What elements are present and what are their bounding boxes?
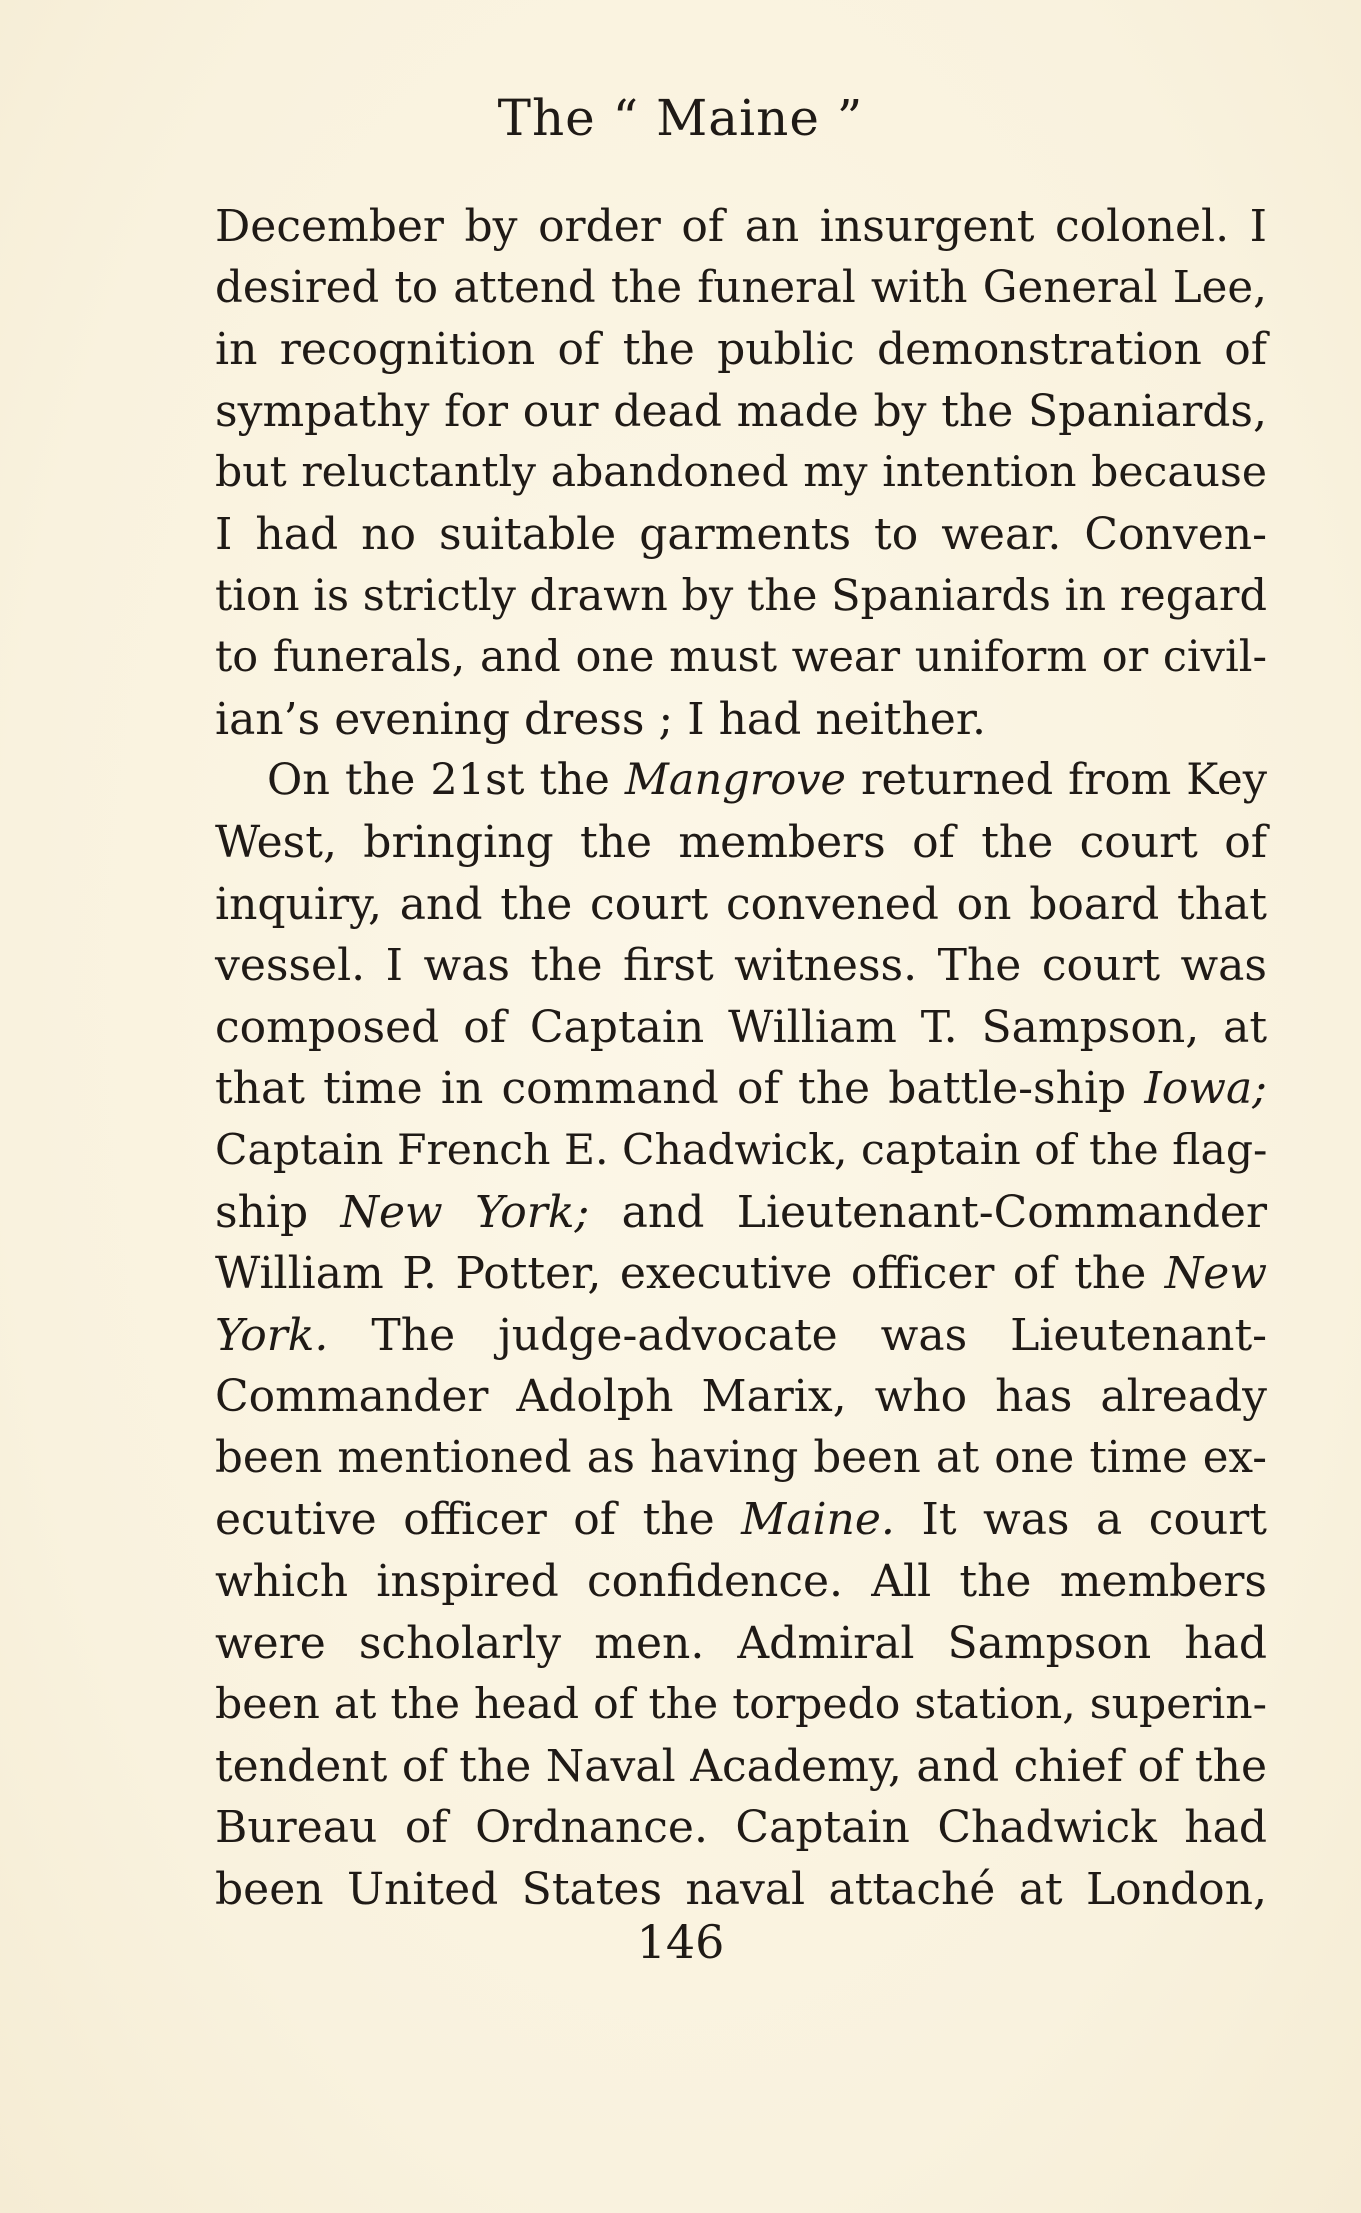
text-line	[215, 381, 1267, 443]
text-line	[215, 874, 1267, 936]
text-segment: I had no suitable garments to wear. Conven-	[215, 508, 1267, 560]
text-segment: vessel. I was the first witness. The court was	[215, 940, 1267, 992]
text-segment: been at the head of the torpedo station, superin-	[215, 1680, 1267, 1730]
text-line	[215, 689, 1267, 751]
text-segment: December by order of an insurgent colonel. I	[215, 201, 1267, 252]
text-segment: desired to attend the funeral with General Lee,	[215, 262, 1267, 313]
text-line	[215, 1120, 1267, 1182]
text-line	[215, 1182, 1267, 1244]
text-segment: composed of Captain William T. Sampson, at	[215, 1001, 1267, 1053]
text-segment: but reluctantly abandoned my intention because	[215, 448, 1267, 498]
page-number: 146	[636, 1915, 725, 1969]
text-line	[215, 1489, 1267, 1551]
italic-phrase: Iowa;	[1144, 1063, 1267, 1115]
text-line	[215, 442, 1267, 504]
text-line	[215, 1366, 1267, 1428]
text-segment: Captain French E. Chadwick, captain of the flag-	[215, 1125, 1268, 1175]
italic-phrase: Maine.	[741, 1494, 895, 1546]
body-text	[215, 196, 1267, 1921]
text-segment: been United States naval attaché at London,	[215, 1864, 1267, 1916]
text-segment: tendent of the Naval Academy, and chief of the	[215, 1740, 1267, 1792]
text-line	[215, 258, 1267, 320]
text-line	[215, 504, 1267, 566]
text-segment: ian’s evening dress ; I had neither.	[215, 693, 987, 745]
text-segment: ecutive officer of the	[215, 1494, 742, 1546]
text-line	[215, 1797, 1267, 1859]
italic-phrase: Mangrove	[624, 755, 846, 806]
italic-phrase: New York;	[340, 1186, 590, 1238]
text-line	[215, 935, 1267, 997]
text-line	[215, 1305, 1267, 1367]
italic-phrase: York.	[215, 1309, 329, 1361]
text-segment: returned from Key	[845, 755, 1268, 806]
text-segment: to funerals, and one must wear uniform or civil-	[215, 632, 1267, 683]
text-segment: in recognition of the public demonstration of	[215, 324, 1267, 376]
text-segment: that time in command of the battle-ship	[215, 1063, 1145, 1115]
text-segment: been mentioned as having been at one time ex-	[215, 1432, 1267, 1483]
text-segment: Bureau of Ordnance. Captain Chadwick had	[215, 1802, 1267, 1854]
text-segment: tion is strictly drawn by the Spaniards in regard	[215, 570, 1267, 621]
text-line	[215, 319, 1267, 381]
text-segment: ship	[215, 1186, 341, 1238]
text-line	[215, 997, 1267, 1059]
text-line	[215, 750, 1267, 812]
text-segment: On the 21st the	[267, 755, 625, 806]
text-segment: The judge-advocate was Lieutenant-	[328, 1309, 1267, 1361]
text-line	[215, 1243, 1267, 1305]
text-segment: and Lieutenant-Commander	[589, 1186, 1268, 1238]
text-segment: Commander Adolph Marix, who has already	[215, 1371, 1267, 1423]
text-line	[215, 1613, 1267, 1675]
text-segment: sympathy for our dead made by the Spaniards,	[215, 385, 1267, 437]
text-line	[215, 1428, 1267, 1490]
text-segment: William P. Potter, executive officer of the	[215, 1248, 1165, 1300]
text-line	[215, 196, 1267, 258]
text-segment: It was a court	[894, 1494, 1267, 1546]
text-segment: West, bringing the members of the court of	[215, 816, 1267, 868]
text-line	[215, 812, 1267, 874]
text-line	[215, 1058, 1267, 1120]
running-head: The “ Maine ”	[497, 89, 864, 147]
text-line	[215, 1551, 1267, 1613]
text-line	[215, 1736, 1267, 1798]
text-line	[215, 566, 1267, 628]
italic-phrase: New	[1164, 1248, 1267, 1300]
text-segment: were scholarly men. Admiral Sampson had	[215, 1617, 1267, 1669]
text-segment: inquiry, and the court convened on board that	[215, 878, 1267, 930]
text-segment: which inspired confidence. All the members	[215, 1556, 1267, 1608]
text-line	[215, 1674, 1267, 1736]
text-line	[215, 627, 1267, 689]
